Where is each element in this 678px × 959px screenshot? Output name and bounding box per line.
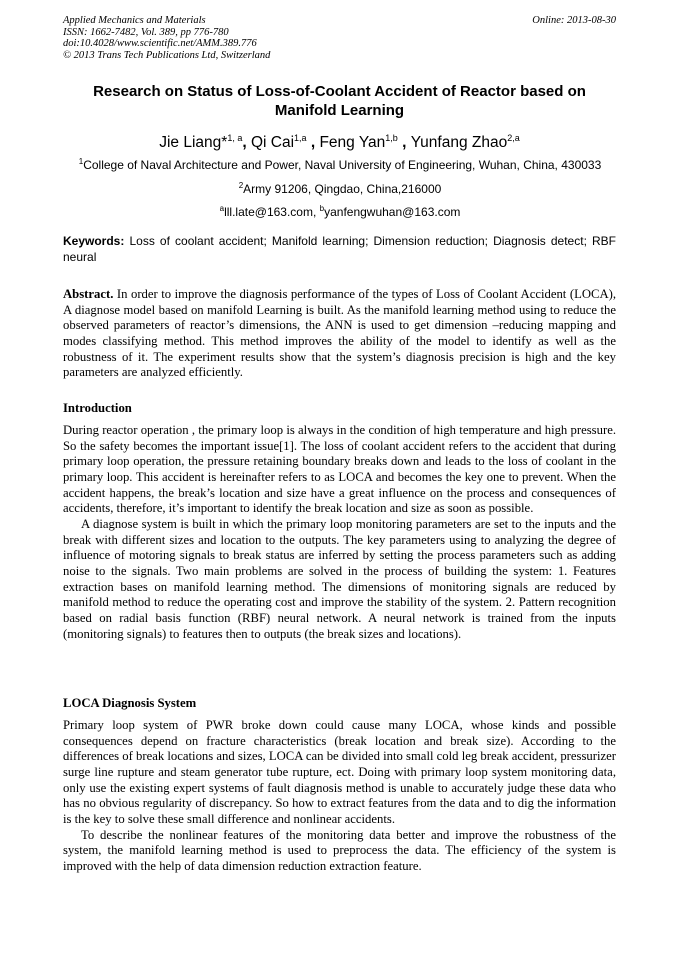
email-mark: b [319, 204, 325, 213]
journal-copyright: © 2013 Trans Tech Publications Ltd, Switzerland [63, 49, 271, 61]
journal-doi: doi:10.4028/www.scientific.net/AMM.389.776 [63, 38, 257, 49]
abstract-label: Abstract. [63, 287, 114, 301]
affiliation-mark: 1 [78, 157, 84, 166]
affiliation-1 [40, 154, 640, 173]
author-affiliation-mark: 1,a [294, 133, 307, 143]
paragraph: During reactor operation , the primary loop is always in the condition of high temperature and high pressure. So the safety becomes the important issue[1]. The loss of coolant accident refers to the accident that during primary loop operation, the pressure retaining boundary breaks down and leads to the loss of coolant in the primary loop. This accident is hereinafter refers to as LOCA and becomes the key one to prevent. When the accident happens, the break’s location and size have a great influence on the process and consequences of accidents, therefore, it’s important to identify the break location and size as soon as possible. [63, 423, 616, 516]
author-affiliation-mark: 1, a [227, 133, 243, 143]
section-heading-introduction: Introduction [63, 401, 132, 415]
author-name: Qi Cai [250, 134, 295, 152]
abstract-text: In order to improve the diagnosis performance of the types of Loss of Coolant Accident (LOCA), A diagnose model based on manifold Learning is built. As the manifold learning method using to reduce the observed parameters of reactor’s dimensions, the ANN is used to get dimension –reducing mapping and modes classifying method. This method improves the ability of the model to identify as well as the robustness of it. The experiment results show that the system’s diagnosis precision is high and the key parameters are analyzed efficiently. [63, 287, 617, 380]
affiliation-text: College of Naval Architecture and Power, Naval University of Engineering, Wuhan, China, 430033 [83, 158, 602, 172]
abstract-block [63, 287, 616, 381]
keywords-block [63, 234, 616, 265]
author-name: Yunfang Zhao [410, 134, 508, 152]
author-emails [40, 201, 640, 220]
paragraph: Primary loop system of PWR broke down could cause many LOCA, whose kinds and possible consequences depend on fracture characteristics (break location and break size). According to the differences of break locations and sizes, LOCA can be divided into small cold leg break accident, pressurizer surge line rupture and steam generator tube rupture, ect. Doing with primary loop system monitoring data, only use the existing expert systems of fault diagnosis method is unable to accurately judge these data who has no obvious regularity of discrepancy. So how to extract features from the data and to dig the information is the key to solve these small difference and nonlinear accidents. [63, 718, 616, 826]
introduction-section [63, 423, 616, 642]
keywords-text: Loss of coolant accident; Manifold learning; Dimension reduction; Diagnosis detect; RBF neural [63, 234, 616, 264]
email-address: yanfengwuhan@163.com [324, 205, 461, 219]
journal-issn: ISSN: 1662-7482, Vol. 389, pp 776-780 [63, 26, 229, 38]
author-affiliation-mark: 1,b [385, 133, 398, 143]
email-mark: a [219, 204, 225, 213]
journal-header [63, 15, 616, 61]
keywords-label: Keywords: [63, 234, 125, 248]
loca-diagnosis-section [63, 718, 616, 875]
author-name: Feng Yan [319, 134, 386, 152]
author-list: Jie Liang*$^{1, a}$, Qi Cai$^{1,a}$ , Feng Yan$^{1,b}$ , Yunfang Zhao$^{2,a}$ [159, 133, 520, 152]
author-affiliation-mark: 2,a [507, 133, 520, 143]
section-heading-loca-diagnosis: LOCA Diagnosis System [63, 696, 197, 710]
author-name: Jie Liang* [159, 134, 228, 152]
affiliation-mark: 2 [238, 181, 244, 190]
online-date: Online: 2013-08-30 [532, 15, 616, 26]
affiliation-text: Army 91206, Qingdao, China,216000 [243, 182, 442, 196]
paper-title: Research on Status of Loss-of-Coolant Accident of Reactor based on Manifold Learning [93, 83, 586, 119]
paragraph: To describe the nonlinear features of the monitoring data better and improve the robustness of the system, the manifold learning method is used to preprocess the data. The efficiency of the system is improved with the help of data dimension reduction extraction feature. [63, 827, 616, 873]
journal-name: Applied Mechanics and Materials [63, 15, 206, 26]
email-address: lll.late@163.com, [224, 205, 320, 219]
affiliation-2 [40, 178, 640, 197]
paragraph: A diagnose system is built in which the primary loop monitoring parameters are set to the inputs and the break with different sizes and location to the outputs. The key parameters using to analyzing the degree of influence of motoring signals to break status are inferred by setting the process parameters such as adding noise to the signals. Two main problems are solved in the process of building the system: 1. Features extraction bases on manifold learning method. The dimensions of monitoring signals are reduced by manifold method to reduce the operating cost and improve the stability of the system. 2. Pattern recognition based on radial basis function (RBF) neural network. A neural network is trained from the inputs (monitoring signals) to features then to outputs (the break sizes and locations). [63, 516, 616, 641]
